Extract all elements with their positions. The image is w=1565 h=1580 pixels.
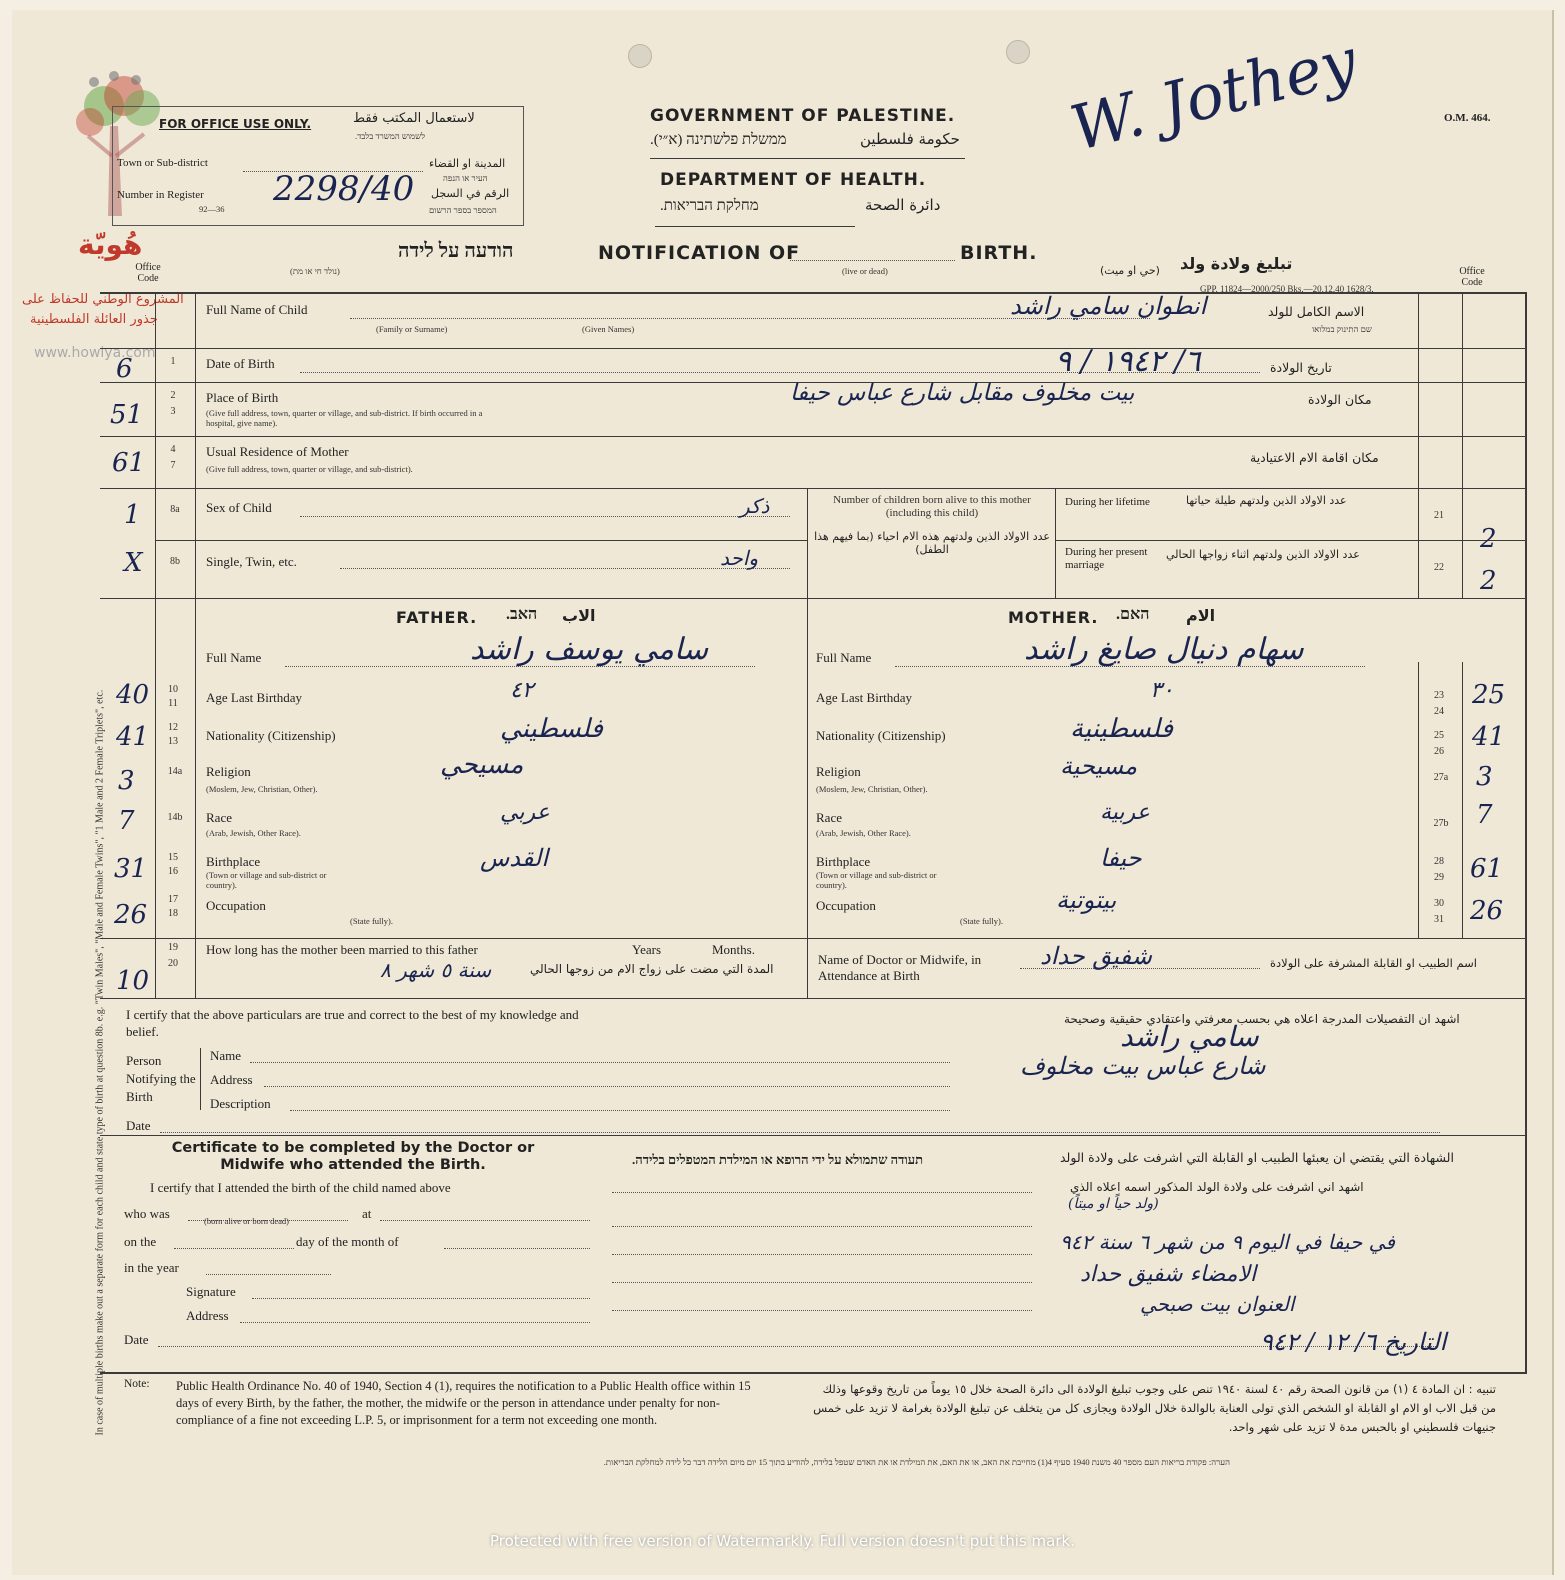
row-number: 10 bbox=[168, 684, 178, 695]
code-mother-nationality: 41 bbox=[1472, 722, 1506, 752]
mother-occupation-label: Occupation bbox=[816, 898, 876, 913]
notifier-address-value: شارع عباس بيت مخلوف bbox=[1020, 1052, 1266, 1080]
watermark: Protected with free version of Watermarkly. Full version doesn't put this mark. bbox=[490, 1532, 1075, 1550]
doc-cert-born-sub: (born alive or born dead) bbox=[204, 1216, 289, 1226]
office-use-title: FOR OFFICE USE ONLY. bbox=[159, 117, 312, 131]
code-father-religion: 3 bbox=[118, 766, 135, 796]
logo-title: هُويّة bbox=[78, 228, 143, 261]
code-single: X bbox=[124, 548, 143, 578]
row-number: 4 bbox=[170, 444, 176, 455]
mother-birthplace-value: حيفا bbox=[1100, 844, 1142, 872]
code-marriage: 2 bbox=[1480, 566, 1497, 596]
mother-title-he: האם. bbox=[1116, 606, 1150, 623]
register-label: Number in Register bbox=[117, 189, 204, 201]
father-birthplace-sub: (Town or village and sub-district or country). bbox=[206, 870, 327, 890]
pob-value: بيت مخلوف مقابل شارع عباس حيفا bbox=[790, 380, 1135, 406]
row-number: 15 bbox=[168, 852, 178, 863]
mother-nationality-label: Nationality (Citizenship) bbox=[816, 728, 946, 743]
gov-title: GOVERNMENT OF PALESTINE. bbox=[650, 106, 956, 126]
certify-text-ar: اشهد ان التفصيلات المدرجة اعلاه هي بحسب معرفتي واعتقادي حقيقية وصحيحة bbox=[1064, 1012, 1460, 1026]
code-lifetime: 2 bbox=[1480, 524, 1497, 554]
row-number: 26 bbox=[1434, 746, 1444, 757]
doc-cert-at: at bbox=[362, 1206, 372, 1221]
doc-cert-on-the: on the bbox=[124, 1234, 157, 1249]
father-title: FATHER. bbox=[396, 608, 478, 627]
doctor-name-value: شفيق حداد bbox=[1040, 942, 1152, 970]
pob-label: Place of Birth bbox=[206, 390, 279, 405]
certify-text: I certify that the above particulars are true and correct to the best of my knowledge and belief. bbox=[126, 1007, 579, 1039]
child-name-value: انطوان سامي راشد bbox=[1010, 292, 1207, 320]
code-sex: 1 bbox=[124, 500, 141, 530]
child-name-label: Full Name of Child bbox=[206, 302, 308, 317]
row-number: 11 bbox=[168, 698, 178, 709]
marriage-count-ar: عدد الاولاد الذين ولدتهم اثناء زواجها الحالي bbox=[1166, 548, 1360, 561]
notifier-address-label: Address bbox=[210, 1072, 253, 1087]
mother-religion-sub: (Moslem, Jew, Christian, Other). bbox=[816, 784, 928, 794]
logo-url: www.howiya.com bbox=[34, 345, 156, 361]
doc-cert-ar-5: العنوان بيت صبحي bbox=[1140, 1292, 1295, 1316]
row-number: 30 bbox=[1434, 898, 1444, 909]
code-mother-birthplace: 61 bbox=[1470, 854, 1504, 884]
title-he-sub: (נולד חי או מת) bbox=[290, 266, 340, 276]
note-text-ar: تنبيه : ان المادة ٤ (١) من قانون الصحة رقم ٤٠ لسنة ١٩٤٠ تنص على وجوب تبليغ الولادة الى دائرة الصحة خلال ١٥ يوماً من تاريخ وقوعها وذلك من قبل الاب او الام او القابلة او الشخص الذي تولى العناية بالوالدة خلال الولادة ويجازى كل من يتخلف عن تبليغ الولادة بغرامة لا تزيد على خمس جنيهات فلسطيني او بالحبس مدة لا تزيد على شهر واحد. bbox=[813, 1382, 1496, 1434]
row-number: 17 bbox=[168, 894, 178, 905]
notifier-name-label: Name bbox=[210, 1048, 242, 1063]
notifier-description-label: Description bbox=[210, 1096, 271, 1111]
sex-label: Sex of Child bbox=[206, 500, 272, 515]
row-number: 27a bbox=[1433, 772, 1449, 783]
doc-cert-ar-4: الامضاء شفيق حداد bbox=[1080, 1262, 1257, 1287]
register-number: 2298/40 bbox=[273, 169, 415, 209]
father-race-sub: (Arab, Jewish, Other Race). bbox=[206, 828, 301, 838]
mother-birthplace-label: Birthplace bbox=[816, 854, 871, 869]
row-number: 8b bbox=[170, 556, 180, 567]
doc-cert-ar-6: التاريخ ٦/ ١٢ / ٩٤٢ bbox=[1260, 1328, 1447, 1356]
father-age-value: ٤٢ bbox=[510, 678, 534, 703]
row-number: 21 bbox=[1434, 510, 1444, 521]
marriage-duration-value: سنة ٥ شهر ٨ bbox=[380, 958, 492, 982]
family-name-sub: (Family or Surname) bbox=[376, 324, 448, 334]
code-mother-religion: 3 bbox=[1476, 762, 1493, 792]
row-number: 20 bbox=[168, 958, 178, 969]
row-number: 7 bbox=[170, 460, 176, 471]
father-name-label: Full Name bbox=[206, 650, 262, 665]
doc-cert-signature: Signature bbox=[186, 1284, 236, 1299]
code-pob: 51 bbox=[110, 400, 144, 430]
doctor-name-ar: اسم الطبيب او القابلة المشرفة على الولادة bbox=[1270, 956, 1477, 970]
row-number: 16 bbox=[168, 866, 178, 877]
doctor-name-label: Name of Doctor or Midwife, in Attendance at Birth bbox=[818, 952, 982, 983]
office-use-title-ar: لاستعمال المكتب فقط bbox=[353, 111, 475, 126]
register-years: 92—36 bbox=[199, 204, 225, 214]
mother-race-value: عربية bbox=[1100, 800, 1150, 825]
mother-name-value: سهام دنيال صايغ راشد bbox=[1024, 632, 1304, 667]
row-number: 28 bbox=[1434, 856, 1444, 867]
dept-title-he: מחלקת הבריאות. bbox=[660, 198, 759, 214]
row-number: 2 bbox=[170, 390, 176, 401]
dob-value: ٦/ ١٩٤٢ / ٩ bbox=[1055, 344, 1201, 379]
form-number: O.M. 464. bbox=[1444, 112, 1491, 124]
father-age-label: Age Last Birthday bbox=[206, 690, 303, 705]
marriage-duration-ar: المدة التي مضت على زواج الام من زوجها الحالي bbox=[530, 962, 774, 976]
father-race-value: عربي bbox=[500, 800, 550, 825]
code-father-age: 40 bbox=[116, 680, 150, 710]
sex-value: ذكر bbox=[740, 494, 770, 518]
mother-title-ar: الام bbox=[1186, 606, 1216, 625]
marriage-count-label: During her present marriage bbox=[1065, 546, 1148, 571]
row-number: 23 bbox=[1434, 690, 1444, 701]
office-use-box bbox=[112, 106, 524, 226]
mother-race-sub: (Arab, Jewish, Other Race). bbox=[816, 828, 911, 838]
father-religion-sub: (Moslem, Jew, Christian, Other). bbox=[206, 784, 318, 794]
mother-title: MOTHER. bbox=[1008, 608, 1099, 627]
row-number: 14b bbox=[167, 812, 183, 823]
single-value: واحد bbox=[720, 546, 759, 570]
notify-date-label: Date bbox=[126, 1118, 151, 1133]
father-religion-value: مسيحي bbox=[440, 750, 524, 780]
code-dob: 6 bbox=[116, 354, 133, 384]
lifetime-ar: عدد الاولاد الذين ولدتهم طيلة حياتها bbox=[1186, 494, 1347, 507]
pob-sub: (Give full address, town, quarter or village, and sub-district. If birth occurred in a hospital, give name). bbox=[206, 408, 483, 428]
code-mother-age: 25 bbox=[1472, 680, 1506, 710]
residence-label: Usual Residence of Mother bbox=[206, 444, 349, 459]
register-label-ar: الرقم في السجل bbox=[431, 187, 510, 200]
person-notifying-label: Person Notifying the Birth bbox=[126, 1053, 196, 1104]
doc-cert-ar-1: اشهد اني اشرفت على ولادة الولد المذكور اسمه اعلاه الذي bbox=[1070, 1180, 1364, 1194]
side-instructions: In case of multiple births make out a separate form for each child and state type of birth at question 8b. e.g. "Twin Males", "Male and Female Twins", "1 Male and 2 Female Triplets", etc. bbox=[94, 689, 106, 1436]
code-father-birthplace: 31 bbox=[114, 854, 148, 884]
title-en-1: NOTIFICATION OF bbox=[598, 242, 801, 264]
row-number: 31 bbox=[1434, 914, 1444, 925]
gov-title-he: ממשלת פלשתינה (א״י). bbox=[650, 132, 787, 148]
doc-cert-date: Date bbox=[124, 1332, 149, 1347]
mother-occupation-value: بيتوتية bbox=[1056, 886, 1117, 914]
given-name-sub: (Given Names) bbox=[582, 324, 635, 334]
mother-occupation-sub: (State fully). bbox=[960, 916, 1003, 926]
code-residence: 61 bbox=[112, 448, 146, 478]
doc-cert-who-was: who was bbox=[124, 1206, 170, 1221]
marriage-months-label: Months. bbox=[712, 942, 755, 957]
title-live-dead: (live or dead) bbox=[842, 266, 888, 276]
notifier-name-value: سامي راشد bbox=[1120, 1020, 1259, 1053]
logo-line-1: المشروع الوطني للحفاظ على bbox=[22, 292, 184, 307]
register-label-he: המספר בספר הרשום bbox=[429, 205, 497, 215]
gov-title-ar: حكومة فلسطين bbox=[860, 130, 960, 148]
mother-religion-label: Religion bbox=[816, 764, 861, 779]
single-label: Single, Twin, etc. bbox=[206, 554, 297, 569]
official-signature: W. Jothey bbox=[1063, 23, 1364, 166]
mother-religion-value: مسيحية bbox=[1060, 752, 1138, 780]
office-code-right: Office Code bbox=[1459, 266, 1485, 288]
mother-birthplace-sub: (Town or village and sub-district or country). bbox=[816, 870, 937, 890]
mother-age-label: Age Last Birthday bbox=[816, 690, 913, 705]
logo-line-2: جذور العائلة الفلسطينية bbox=[30, 312, 158, 327]
row-number: 25 bbox=[1434, 730, 1444, 741]
town-label-he: העיר או הנפה bbox=[443, 173, 488, 183]
office-use-title-he: לשמוש המשרד בלבד. bbox=[355, 131, 426, 141]
children-count-label: Number of children born alive to this mother (including this child) bbox=[833, 494, 1031, 519]
row-number: 22 bbox=[1434, 562, 1444, 573]
father-name-value: سامي يوسف راشد bbox=[470, 632, 709, 667]
code-marriage-duration: 10 bbox=[116, 966, 150, 996]
row-number: 12 bbox=[168, 722, 178, 733]
child-name-he: שם התינוק במלואו bbox=[1312, 324, 1372, 334]
town-label: Town or Sub-district bbox=[117, 157, 208, 169]
father-birthplace-label: Birthplace bbox=[206, 854, 261, 869]
row-number: 13 bbox=[168, 736, 178, 747]
father-nationality-label: Nationality (Citizenship) bbox=[206, 728, 336, 743]
doc-cert-ar-2: (ولد حياً او ميتاً) bbox=[1068, 1196, 1159, 1212]
row-number: 14a bbox=[167, 766, 183, 777]
marriage-duration-label: How long has the mother been married to this father bbox=[206, 942, 478, 957]
father-race-label: Race bbox=[206, 810, 232, 825]
note-label: Note: bbox=[124, 1378, 150, 1390]
code-mother-occupation: 26 bbox=[1470, 896, 1504, 926]
code-mother-race: 7 bbox=[1476, 800, 1493, 830]
punch-hole bbox=[628, 44, 652, 68]
title-en-2: BIRTH. bbox=[960, 242, 1038, 264]
note-text: Public Health Ordinance No. 40 of 1940, Section 4 (1), requires the notification to a Public Health office within 15 days of every Birth, by the father, the mother, the midwife or the person in attendance under penalty for non-compliance of a fine not exceeding L.P. 5, or imprisonment for a term not exceeding one month. bbox=[176, 1379, 751, 1427]
child-name-ar: الاسم الكامل للولد bbox=[1268, 304, 1365, 319]
mother-nationality-value: فلسطينية bbox=[1070, 714, 1174, 744]
doc-cert-title-he: תעודה שתמולא על ידי הרופא או המילדת המטפלים בלידה. bbox=[632, 1152, 924, 1167]
doc-cert-line1: I certify that I attended the birth of the child named above bbox=[150, 1180, 451, 1195]
row-number: 3 bbox=[170, 406, 176, 417]
office-code-left: Office Code bbox=[135, 262, 161, 284]
row-number: 24 bbox=[1434, 706, 1444, 717]
doc-cert-address: Address bbox=[186, 1308, 229, 1323]
doc-cert-year: in the year bbox=[124, 1260, 179, 1275]
code-father-race: 7 bbox=[118, 806, 135, 836]
dob-label: Date of Birth bbox=[206, 356, 275, 371]
dept-title-ar: دائرة الصحة bbox=[865, 196, 941, 214]
dob-ar: تاريخ الولادة bbox=[1270, 360, 1332, 375]
mother-race-label: Race bbox=[816, 810, 842, 825]
doc-cert-title: Certificate to be completed by the Doctor or Midwife who attended the Birth. bbox=[171, 1140, 535, 1173]
father-title-he: האב. bbox=[506, 606, 538, 623]
residence-ar: مكان اقامة الام الاعتيادية bbox=[1250, 450, 1379, 465]
title-ar: تبليغ ولادة ولد bbox=[1180, 254, 1293, 273]
doc-cert-day-of: day of the month of bbox=[296, 1234, 399, 1249]
town-label-ar: المدينة او القضاء bbox=[429, 157, 506, 170]
doc-cert-ar-3: في حيفا في اليوم ٩ من شهر ٦ سنة ٩٤٢ bbox=[1060, 1230, 1395, 1254]
row-number: 18 bbox=[168, 908, 178, 919]
row-number: 27b bbox=[1433, 818, 1449, 829]
code-father-nationality: 41 bbox=[116, 722, 150, 752]
row-number: 19 bbox=[168, 942, 178, 953]
row-number: 1 bbox=[170, 356, 176, 367]
residence-sub: (Give full address, town, quarter or village, and sub-district). bbox=[206, 464, 413, 474]
punch-hole bbox=[1006, 40, 1030, 64]
father-title-ar: الاب bbox=[562, 606, 596, 625]
title-ar-sub: (حي او ميت) bbox=[1100, 264, 1160, 277]
row-number: 29 bbox=[1434, 872, 1444, 883]
mother-name-label: Full Name bbox=[816, 650, 872, 665]
father-occupation-label: Occupation bbox=[206, 898, 266, 913]
note-text-he: הערה: פקודת בריאות העם מספר 40 משנת 1940 סעיף 4(1) מחייבת את האב, או את האם, את המילדת או את האדם שטפל בלידה, להודיע בתוך 15 יום מיום הלידה דבר כל לידה למחלקת הבריאות. bbox=[603, 1457, 1230, 1467]
father-nationality-value: فلسطيني bbox=[500, 714, 603, 744]
gpp-line: GPP. 11824—2000/250 Bks.—20.12.40 1628/3. bbox=[1200, 284, 1374, 294]
mother-age-value: ٣٠ bbox=[1150, 678, 1174, 703]
dept-title: DEPARTMENT OF HEALTH. bbox=[660, 170, 927, 190]
father-occupation-sub: (State fully). bbox=[350, 916, 393, 926]
lifetime-label: During her lifetime bbox=[1065, 496, 1150, 508]
pob-ar: مكان الولادة bbox=[1308, 392, 1372, 407]
doc-cert-title-ar: الشهادة التي يقتضي ان يعبئها الطبيب او القابلة التي اشرفت على ولادة الولد bbox=[1060, 1150, 1454, 1165]
marriage-years-label: Years bbox=[632, 942, 662, 957]
father-birthplace-value: القدس bbox=[480, 844, 549, 872]
row-number: 8a bbox=[170, 504, 180, 515]
father-religion-label: Religion bbox=[206, 764, 251, 779]
title-he: הודעה על לידה bbox=[398, 240, 514, 262]
code-father-occupation: 26 bbox=[114, 900, 148, 930]
children-count-ar: عدد الاولاد الذين ولدتهم هذه الام احياء (بما فيهم هذا الطفل) bbox=[814, 530, 1050, 556]
